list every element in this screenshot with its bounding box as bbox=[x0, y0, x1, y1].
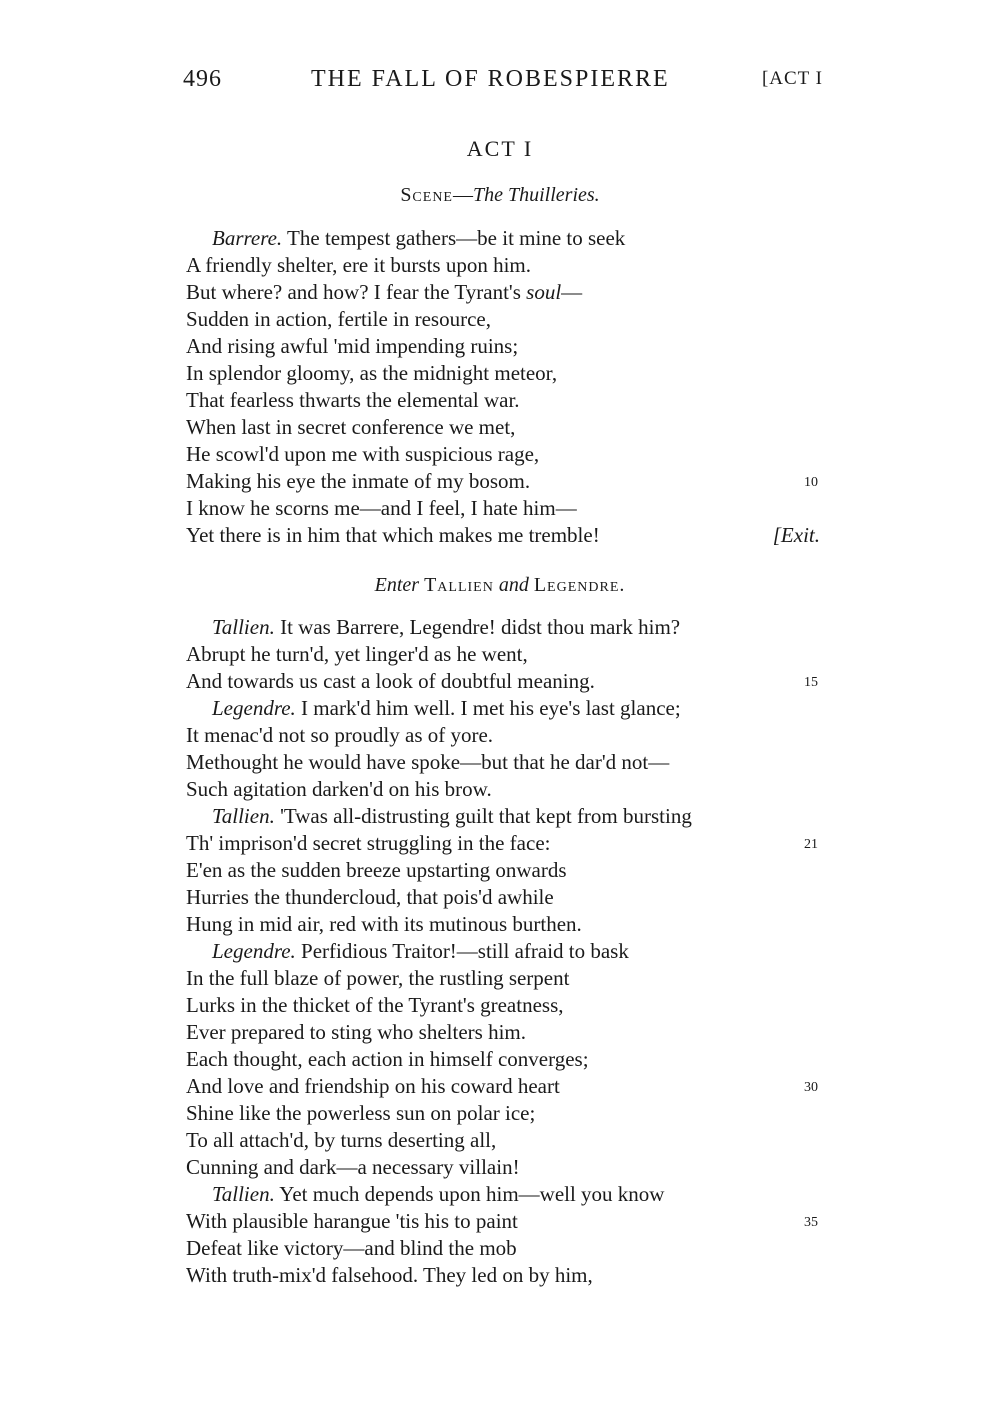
barrere-speech bbox=[186, 225, 820, 549]
verse-line bbox=[186, 387, 820, 414]
verse-text: And love and friendship on his coward heart bbox=[186, 1074, 560, 1098]
act-heading: ACT I bbox=[466, 136, 534, 161]
verse-text: Th' imprison'd secret struggling in the face: bbox=[186, 831, 551, 855]
verse-line bbox=[186, 441, 820, 468]
verse-text: In the full blaze of power, the rustling serpent bbox=[186, 966, 570, 990]
verse-text: Hung in mid air, red with its mutinous burthen. bbox=[186, 912, 582, 936]
scene-label: Scene bbox=[400, 184, 453, 206]
verse-line bbox=[186, 776, 820, 803]
verse-line bbox=[186, 965, 820, 992]
line-number: 21 bbox=[804, 837, 818, 852]
speaker-name: Barrere. bbox=[212, 226, 283, 250]
verse-text: Lurks in the thicket of the Tyrant's greatness, bbox=[186, 993, 564, 1017]
verse-text: Cunning and dark—a necessary villain! bbox=[186, 1155, 520, 1179]
verse-line bbox=[186, 803, 820, 830]
verse-line bbox=[186, 911, 820, 938]
verse-line bbox=[186, 830, 820, 857]
verse-text: With truth-mix'd falsehood. They led on by him, bbox=[186, 1263, 593, 1287]
verse-line bbox=[186, 1181, 820, 1208]
verse-line bbox=[186, 641, 820, 668]
speaker-name: Tallien. bbox=[212, 804, 275, 828]
line-number: 10 bbox=[804, 475, 818, 490]
verse-line bbox=[186, 1100, 820, 1127]
entry-name-tallien: Tallien bbox=[424, 574, 494, 596]
verse-line bbox=[186, 1073, 820, 1100]
verse-text: Ever prepared to sting who shelters him. bbox=[186, 1020, 526, 1044]
scene-heading bbox=[0, 184, 1000, 207]
verse-text: A friendly shelter, ere it bursts upon him. bbox=[186, 253, 532, 277]
verse-text: That fearless thwarts the elemental war. bbox=[186, 388, 520, 412]
verse-line bbox=[186, 695, 820, 722]
verse-line bbox=[186, 1262, 820, 1289]
verse-text: Yet much depends upon him—well you know bbox=[274, 1182, 665, 1206]
verse-line bbox=[186, 333, 820, 360]
verse-line bbox=[186, 495, 820, 522]
verse-text: Such agitation darken'd on his brow. bbox=[186, 777, 492, 801]
verse-line bbox=[186, 1154, 820, 1181]
verse-text: When last in secret conference we met, bbox=[186, 415, 516, 439]
verse-text-tail: — bbox=[561, 280, 583, 304]
line-number: 35 bbox=[804, 1215, 818, 1230]
verse-line bbox=[186, 1208, 820, 1235]
verse-line bbox=[186, 614, 820, 641]
running-title: THE FALL OF ROBESPIERRE bbox=[311, 66, 670, 92]
verse-text: But where? and how? I fear the Tyrant's bbox=[186, 280, 527, 304]
verse-text: The tempest gathers—be it mine to seek bbox=[282, 226, 626, 250]
verse-line bbox=[186, 992, 820, 1019]
verse-text: It was Barrere, Legendre! didst thou mark him? bbox=[274, 615, 681, 639]
dialogue-block bbox=[186, 614, 820, 1289]
verse-line bbox=[186, 938, 820, 965]
verse-text: Methought he would have spoke—but that he dar'd not— bbox=[186, 750, 670, 774]
verse-text: With plausible harangue 'tis his to paint bbox=[186, 1209, 518, 1233]
verse-text: He scowl'd upon me with suspicious rage, bbox=[186, 442, 540, 466]
verse-line bbox=[186, 1235, 820, 1262]
verse-text: It menac'd not so proudly as of yore. bbox=[186, 723, 494, 747]
verse-text: In splendor gloomy, as the midnight meteor, bbox=[186, 361, 558, 385]
verse-line bbox=[186, 522, 820, 549]
verse-line bbox=[186, 884, 820, 911]
verse-text: To all attach'd, by turns deserting all, bbox=[186, 1128, 497, 1152]
entry-enter: Enter bbox=[374, 574, 420, 596]
scene-place: The Thuilleries. bbox=[473, 184, 600, 206]
verse-line bbox=[186, 360, 820, 387]
entry-name-legendre: Legendre. bbox=[533, 574, 626, 596]
speaker-name: Legendre. bbox=[212, 696, 296, 720]
page-number: 496 bbox=[183, 66, 222, 92]
entry-direction bbox=[0, 574, 1000, 597]
verse-line bbox=[186, 749, 820, 776]
verse-line bbox=[186, 279, 820, 306]
verse-text: Yet there is in him that which makes me tremble! bbox=[186, 523, 600, 547]
verse-line bbox=[186, 468, 820, 495]
verse-line bbox=[186, 225, 820, 252]
verse-text: E'en as the sudden breeze upstarting onwards bbox=[186, 858, 567, 882]
verse-text: Making his eye the inmate of my bosom. bbox=[186, 469, 531, 493]
verse-line bbox=[186, 722, 820, 749]
verse-line bbox=[186, 857, 820, 884]
verse-text: Perfidious Traitor!—still afraid to bask bbox=[295, 939, 629, 963]
verse-text: Hurries the thundercloud, that pois'd awhile bbox=[186, 885, 554, 909]
verse-text: Defeat like victory—and blind the mob bbox=[186, 1236, 517, 1260]
speaker-name: Tallien. bbox=[212, 1182, 275, 1206]
verse-line bbox=[186, 1127, 820, 1154]
verse-text: And rising awful 'mid impending ruins; bbox=[186, 334, 519, 358]
verse-text: Each thought, each action in himself converges; bbox=[186, 1047, 589, 1071]
verse-text: Abrupt he turn'd, yet linger'd as he went, bbox=[186, 642, 528, 666]
verse-line bbox=[186, 306, 820, 333]
running-header bbox=[183, 66, 823, 100]
verse-line bbox=[186, 252, 820, 279]
verse-line bbox=[186, 668, 820, 695]
verse-text: I know he scorns me—and I feel, I hate him— bbox=[186, 496, 577, 520]
verse-text: Shine like the powerless sun on polar ice; bbox=[186, 1101, 536, 1125]
line-number: 30 bbox=[804, 1080, 818, 1095]
verse-line bbox=[186, 1019, 820, 1046]
verse-text: And towards us cast a look of doubtful meaning. bbox=[186, 669, 595, 693]
verse-text: Sudden in action, fertile in resource, bbox=[186, 307, 491, 331]
speaker-name: Legendre. bbox=[212, 939, 296, 963]
stage-direction-exit: [Exit. bbox=[772, 523, 820, 547]
line-number: 15 bbox=[804, 675, 818, 690]
verse-text: 'Twas all-distrusting guilt that kept from bursting bbox=[274, 804, 692, 828]
verse-text: I mark'd him well. I met his eye's last glance; bbox=[295, 696, 681, 720]
verse-line bbox=[186, 1046, 820, 1073]
running-act-label: [ACT I bbox=[761, 68, 823, 89]
speaker-name: Tallien. bbox=[212, 615, 275, 639]
entry-and: and bbox=[498, 574, 529, 596]
emphasized-word: soul bbox=[526, 280, 562, 304]
verse-line bbox=[186, 414, 820, 441]
scene-dash: — bbox=[453, 184, 473, 206]
